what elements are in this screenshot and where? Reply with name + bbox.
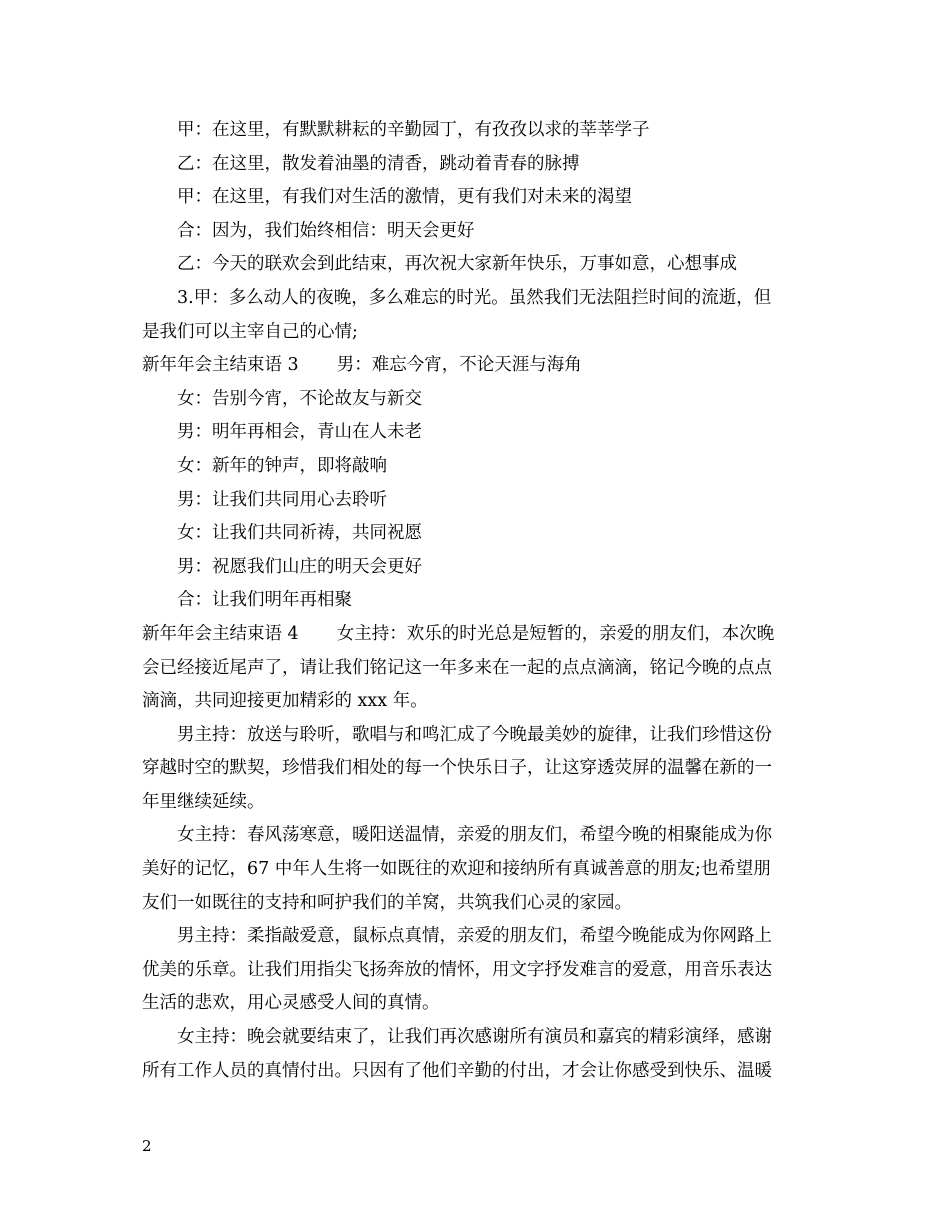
dialogue-line: 女：让我们共同祈祷，共同祝愿 xyxy=(177,523,422,544)
paragraph-line: 所有工作人员的真情付出。只因有了他们辛勤的付出，才会让你感受到快乐、温暖 xyxy=(142,1060,772,1081)
dialogue-line: 合：让我们明年再相聚 xyxy=(177,590,352,611)
dialogue-text: 男：难忘今宵，不论天涯与海角 xyxy=(336,355,582,376)
page-number: 2 xyxy=(142,1137,152,1155)
section-heading-line xyxy=(142,349,810,383)
document-body xyxy=(142,114,810,1088)
paragraph-line: 男主持：放送与聆听，歌唱与和鸣汇成了今晚最美妙的旋律，让我们珍惜这份 xyxy=(177,724,772,745)
paragraph-line: 优美的乐章。让我们用指尖飞扬奔放的情怀，用文字抒发难言的爱意，用音乐表达 xyxy=(142,959,772,980)
paragraph-line: 年里继续延续。 xyxy=(142,791,265,812)
dialogue-line: 乙：在这里，散发着油墨的清香，跳动着青春的脉搏 xyxy=(177,153,580,174)
section-heading-line xyxy=(142,618,810,652)
dialogue-line: 男：祝愿我们山庄的明天会更好 xyxy=(177,556,422,577)
paragraph-line: 美好的记忆，67 中年人生将一如既往的欢迎和接纳所有真诚善意的朋友;也希望朋 xyxy=(142,859,771,880)
dialogue-line: 乙：今天的联欢会到此结束，再次祝大家新年快乐，万事如意，心想事成 xyxy=(177,254,737,275)
dialogue-line: 甲：在这里，有默默耕耘的辛勤园丁，有孜孜以求的莘莘学子 xyxy=(177,120,650,140)
section-title: 新年年会主结束语 3 xyxy=(142,355,299,376)
dialogue-line: 男：让我们共同用心去聆听 xyxy=(177,489,387,510)
paragraph-line: 会已经接近尾声了，请让我们铭记这一年多来在一起的点点滴滴，铭记今晚的点点 xyxy=(142,657,772,678)
dialogue-line: 合：因为，我们始终相信：明天会更好 xyxy=(177,220,475,241)
paragraph-line: 女主持：春风荡寒意，暖阳送温情，亲爱的朋友们，希望今晚的相聚能成为你 xyxy=(177,825,772,846)
paragraph-line: 男主持：柔指敲爱意，鼠标点真情，亲爱的朋友们，希望今晚能成为你网路上 xyxy=(177,926,772,947)
paragraph-line: 生活的悲欢，用心灵感受人间的真情。 xyxy=(142,993,440,1014)
paragraph-line: 女主持：晚会就要结束了，让我们再次感谢所有演员和嘉宾的精彩演绎，感谢 xyxy=(177,1027,772,1048)
section-title: 新年年会主结束语 4 xyxy=(142,623,299,644)
paragraph-line: 滴滴，共同迎接更加精彩的 xxx 年。 xyxy=(142,691,428,712)
paragraph-line: 穿越时空的默契，珍惜我们相处的每一个快乐日子，让这穿透荧屏的温馨在新的一 xyxy=(142,758,772,779)
dialogue-line: 甲：在这里，有我们对生活的激情，更有我们对未来的渴望 xyxy=(177,187,632,208)
dialogue-line: 男：明年再相会，青山在人未老 xyxy=(177,422,422,443)
dialogue-line: 女：新年的钟声，即将敲响 xyxy=(177,455,387,476)
paragraph-line: 是我们可以主宰自己的心情; xyxy=(142,321,358,342)
paragraph-line: 3.甲：多么动人的夜晚，多么难忘的时光。虽然我们无法阻拦时间的流逝，但 xyxy=(177,287,772,308)
paragraph-text: 女主持：欢乐的时光总是短暂的，亲爱的朋友们，本次晚 xyxy=(336,623,775,644)
dialogue-line: 女：告别今宵，不论故友与新交 xyxy=(177,388,422,409)
paragraph-line: 友们一如既往的支持和呵护我们的羊窝，共筑我们心灵的家园。 xyxy=(142,892,632,913)
